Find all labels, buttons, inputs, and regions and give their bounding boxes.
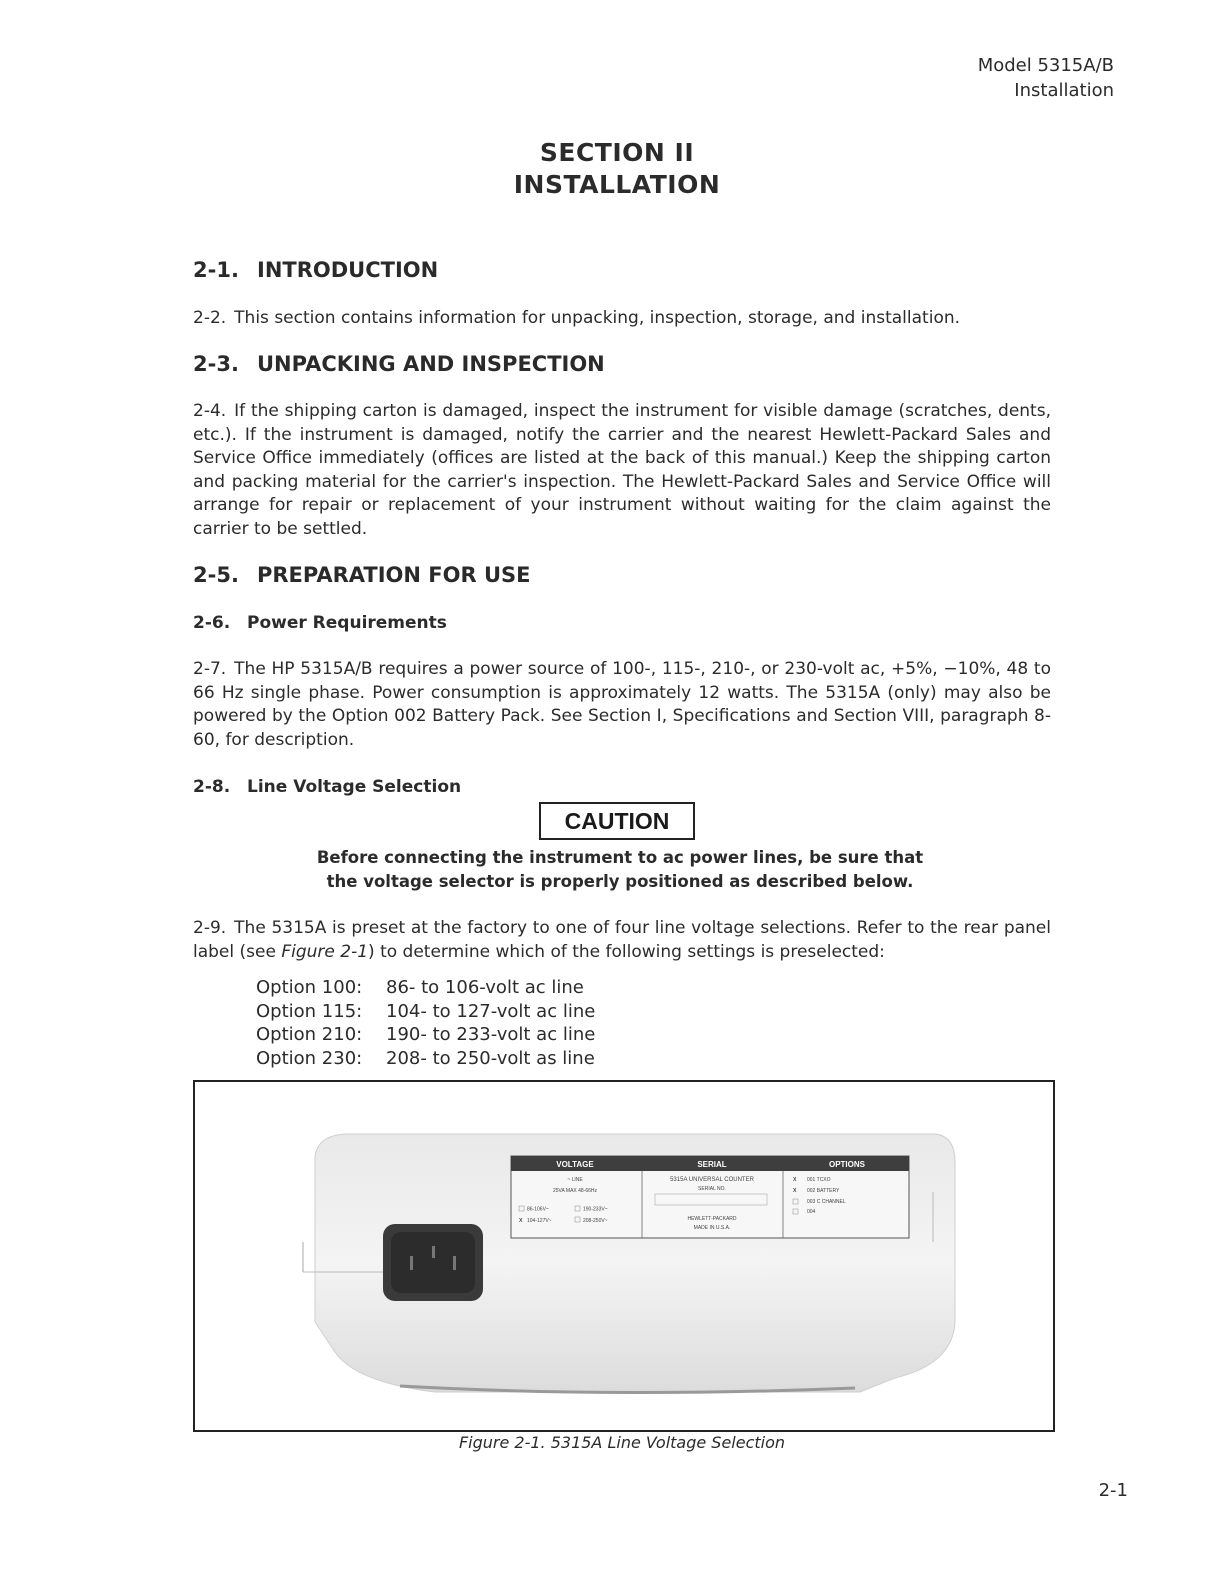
heading-text: Line Voltage Selection: [247, 777, 462, 797]
label-voltage-190-233: 190-233V~: [583, 1206, 608, 1213]
page-number: 2-1: [1098, 1480, 1128, 1501]
header-model: Model 5315A/B: [977, 55, 1114, 76]
checkmark-icon: x: [793, 1176, 797, 1183]
heading-text: Power Requirements: [247, 613, 447, 633]
section-number: SECTION II: [539, 138, 695, 167]
section-title: INSTALLATION: [513, 170, 721, 199]
heading-number: 2-3.: [193, 352, 239, 376]
label-maker: HEWLETT-PACKARD: [687, 1216, 737, 1222]
option-range: 86- to 106-volt ac line: [386, 977, 584, 998]
caution-line-1: Before connecting the instrument to ac power lines, be sure that: [316, 848, 924, 867]
table-row: [256, 1047, 595, 1071]
heading-text: PREPARATION FOR USE: [257, 563, 531, 587]
figure-caption: Figure 2-1. 5315A Line Voltage Selection: [458, 1433, 786, 1452]
label-option-002: 002 BATTERY: [807, 1188, 840, 1194]
header-section-name: Installation: [1014, 80, 1114, 101]
option-range: 190- to 233-volt ac line: [386, 1024, 596, 1045]
paragraph-2-9: [193, 917, 1051, 964]
label-serial-no: SERIAL NO.: [698, 1186, 726, 1192]
paragraph-text: The HP 5315A/B requires a power source of 100-, 115-, 210-, or 230-volt ac, +5%, −10%, 48 to 66 Hz single phase. Power consumption is approximately 12 watts. The 5315A (only) may also be powered by the Option 002 Battery Pack. See Section I, Specifications and Section VIII, paragraph 8-60, for description.: [193, 659, 1051, 750]
label-rating: 25VA MAX 48-66Hz: [552, 1188, 598, 1194]
label-option-003: 003 C CHANNEL: [807, 1199, 846, 1205]
paragraph-text: The 5315A is preset at the factory to one of four line voltage selections. Refer to the rear panel label (see: [193, 918, 1051, 962]
paragraph-2-2: [193, 307, 1051, 331]
option-name: Option 115:: [256, 1000, 363, 1022]
checkmark-icon: x: [519, 1217, 523, 1224]
heading-power-requirements: [193, 613, 447, 633]
table-row: [256, 976, 595, 1000]
heading-text: UNPACKING AND INSPECTION: [257, 352, 605, 376]
option-range: 208- to 250-volt as line: [386, 1047, 595, 1069]
figure-reference: Figure 2-1: [281, 941, 369, 962]
table-row: [256, 1023, 595, 1047]
table-row: [256, 1000, 595, 1024]
heading-number: 2-1.: [193, 258, 239, 282]
caution-line-2: the voltage selector is properly positioned as described below.: [326, 872, 914, 891]
label-voltage-208-250: 208-250V~: [583, 1218, 608, 1224]
heading-introduction: [193, 258, 438, 282]
paragraph-text: This section contains information for unpacking, inspection, storage, and installation.: [234, 308, 961, 328]
heading-number: 2-8.: [193, 777, 231, 797]
heading-text: INTRODUCTION: [257, 258, 439, 282]
heading-unpacking: [193, 352, 605, 376]
heading-number: 2-6.: [193, 613, 231, 633]
paragraph-text: ) to determine which of the following settings is preselected:: [368, 941, 885, 962]
connector-socket: [391, 1232, 475, 1293]
heading-number: 2-5.: [193, 563, 239, 587]
figure-frame: [193, 1080, 1055, 1432]
paragraph-text: If the shipping carton is damaged, inspect the instrument for visible damage (scratches, dents, etc.). If the instrument is damaged, notify the carrier and the nearest Hewlett-Packard Sales and Service Office immediately (offices are listed at the back of this manual.) Keep the shipping carton and packing material for the carrier's inspection. The Hewlett-Packard Sales and Service Office will arrange for repair or replacement of your instrument without waiting for the claim against the carrier to be settled.: [193, 401, 1051, 539]
label-options-header: OPTIONS: [828, 1160, 866, 1169]
label-voltage-104-127: 104-127V~: [527, 1218, 552, 1224]
connector-pin: [453, 1256, 456, 1270]
paragraph-2-4: [193, 400, 1051, 541]
label-option-004: 004: [807, 1209, 816, 1215]
heading-preparation: [193, 563, 531, 587]
label-line: ~ LINE: [567, 1177, 583, 1183]
running-header: [978, 53, 1114, 103]
heading-line-voltage: [193, 777, 461, 797]
paragraph-2-7: [193, 658, 1051, 752]
label-voltage-header: VOLTAGE: [556, 1160, 594, 1169]
label-serial-header: SERIAL: [697, 1160, 727, 1169]
label-option-001: 001 TCXO: [807, 1177, 831, 1183]
label-product: 5315A UNIVERSAL COUNTER: [670, 1177, 754, 1183]
option-name: Option 230:: [256, 1047, 363, 1069]
voltage-options-table: [256, 976, 595, 1070]
option-name: Option 210:: [256, 1024, 363, 1045]
option-name: Option 100:: [256, 977, 363, 998]
caution-label: CAUTION: [539, 802, 695, 840]
paragraph-number: 2-2.: [193, 308, 227, 328]
option-range: 104- to 127-volt ac line: [386, 1000, 596, 1022]
paragraph-number: 2-7.: [193, 659, 227, 679]
label-voltage-86-106: 86-106V~: [527, 1206, 549, 1213]
paragraph-number: 2-4.: [193, 401, 227, 421]
paragraph-number: 2-9.: [193, 918, 227, 938]
label-origin: MADE IN U.S.A.: [693, 1225, 731, 1231]
connector-pin: [432, 1246, 435, 1258]
checkmark-icon: x: [793, 1187, 797, 1194]
rear-panel-photo: [195, 1082, 1053, 1430]
connector-pin: [410, 1256, 413, 1270]
